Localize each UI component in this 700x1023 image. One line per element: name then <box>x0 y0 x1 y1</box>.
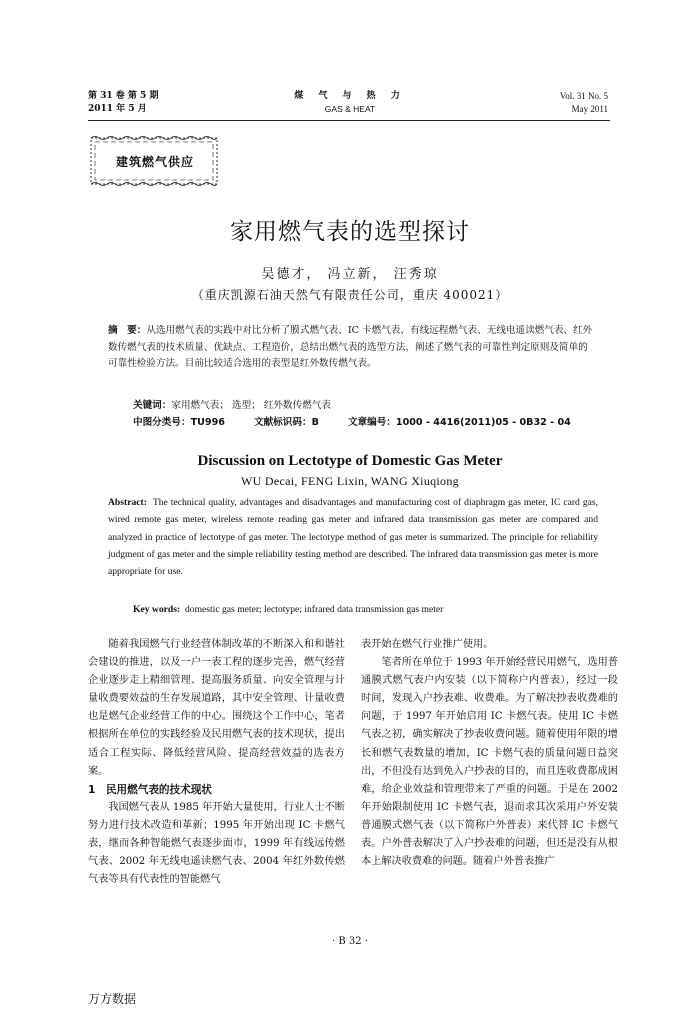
abstract-label-en: Abstract: <box>108 497 147 508</box>
keywords-en <box>133 602 603 618</box>
keywords-text-cn: 家用燃气表； 选型； 红外数传燃气表 <box>171 400 331 411</box>
watermark: 万方数据 <box>88 992 137 1006</box>
header-rule <box>88 120 610 121</box>
paragraph: 我国燃气表从 1985 年开始大量使用，行业人士不断努力进行技术改造和革新；1995 年开始出现 IC 卡燃气表，继而各种智能燃气表逐步面市，1999 年有线远传燃气表、2002 年无线电遥读燃气表、2004 年红外数传燃气表等具有代表性的智能燃气 <box>88 801 345 886</box>
abstract-cn <box>108 323 594 373</box>
journal-name-en: GAS & HEAT <box>324 104 376 114</box>
body-column-right <box>361 636 618 871</box>
clc-value: TU996 <box>190 417 225 428</box>
paragraph: 随着我国燃气行业经营体制改革的不断深入和和谐社会建设的推进，以及一户一表工程的逐步完善，燃气经营企业逐步走上精细管理、提高服务质量、向安全管理与计量收费要效益的生存发展道路，其中安全管理、计量收费也是燃气企业经营工作的中心。围绕这个工作中心，笔者根据所在单位的实践经验及民用燃气表的技术现状，提出适合工程实际、降低经营风险、提高经营效益的选表方案。 <box>88 639 345 777</box>
article-no-label: 文章编号： <box>347 417 396 428</box>
classification-line <box>133 415 603 431</box>
article-title-cn: 家用燃气表的选型探讨 <box>230 219 470 245</box>
article-title-en: Discussion on Lectotype of Domestic Gas Meter <box>197 453 503 469</box>
running-header-left <box>88 90 158 116</box>
volume-issue-en: Vol. 31 No. 5 <box>559 91 608 101</box>
date-en: May 2011 <box>571 104 608 114</box>
paragraph: 笔者所在单位于 1993 年开始经营民用燃气，选用普通膜式燃气表户内安装（以下简称户内普表），经过一段时间，发现入户抄表难、收费难。为了解决抄表收费难的问题，于 1997 年开始启用 IC 卡燃气表。使用 IC 卡燃气表之初，确实解决了抄表收费问题。随着使用年限的增长和燃气表数量的增加，IC 卡燃气表的质量问题日益突出，不但没有达到免入户抄表的目的，而且连收费都成困难，给企业效益和管理带来了严重的问题。于是在 2002 年开始限制使用 IC 卡燃气表，退而求其次采用户外安装普通膜式燃气表（以下简称户外普表）来代替 IC 卡燃气表。户外普表解决了入户抄表难的问题，但还是没有从根本上解决收费难的问题。随着户外普表推广 <box>361 657 618 868</box>
page-number: · B 32 · <box>332 936 368 947</box>
running-header-center <box>250 90 450 116</box>
section-heading: 1 民用燃气表的技术现状 <box>88 783 212 796</box>
section-label: 建筑燃气供应 <box>116 155 195 169</box>
authors-en: WU Decai, FENG Lixin, WANG Xiuqiong <box>241 474 459 488</box>
keywords-cn <box>133 398 603 414</box>
abstract-text-cn: 从选用燃气表的实践中对比分析了膜式燃气表、IC 卡燃气表、有线远程燃气表、无线电遥读燃气表、红外数传燃气表的技术质量、优缺点、工程造价，总结出燃气表的选型方法，阐述了燃气表的可靠性判定原则及简单的可靠性检验方法。目前比较适合选用的表型是红外数传燃气表。 <box>108 325 593 369</box>
abstract-en <box>108 494 598 580</box>
volume-issue-cn: 第 31 卷 第 5 期 <box>88 91 159 101</box>
journal-name-cn: 煤 气 与 热 力 <box>294 91 406 101</box>
running-header-right <box>560 90 608 116</box>
body-column-left <box>88 636 345 889</box>
doc-code-label: 文献标识码： <box>254 417 312 428</box>
keywords-label-cn: 关键词： <box>133 400 172 411</box>
paragraph: 表开始在燃气行业推广使用。 <box>361 639 494 650</box>
authors-cn: 吴德才， 冯立新， 汪秀琼 <box>261 267 439 282</box>
article-no-value: 1000 - 4416(2011)05 - 0B32 - 04 <box>395 417 571 428</box>
date-cn: 2011 年 5 月 <box>88 104 147 114</box>
keywords-text-en: domestic gas meter; lectotype; infrared data transmission gas meter <box>184 604 444 615</box>
keywords-label-en: Key words: <box>133 604 181 615</box>
abstract-label-cn: 摘 要： <box>108 325 147 336</box>
section-tag <box>88 135 220 187</box>
affiliation-cn: （重庆凯源石油天然气有限责任公司，重庆 400021） <box>191 288 509 302</box>
clc-label: 中图分类号： <box>133 417 191 428</box>
doc-code-value: B <box>311 417 319 428</box>
abstract-text-en: The technical quality, advantages and disadvantages and manufacturing cost of diaphragm gas meter, IC card gas, wired remote gas meter, wireless remote reading gas meter and infrared data transmission gas meter are compared and analyzed in practice of lectotype of gas meter. The lectotype method of gas meter is summarized. The principle for reliability judgment of gas meter and the simple reliability testing method are described. The infrared data transmission gas meter is more appropriate for use. <box>108 497 599 578</box>
